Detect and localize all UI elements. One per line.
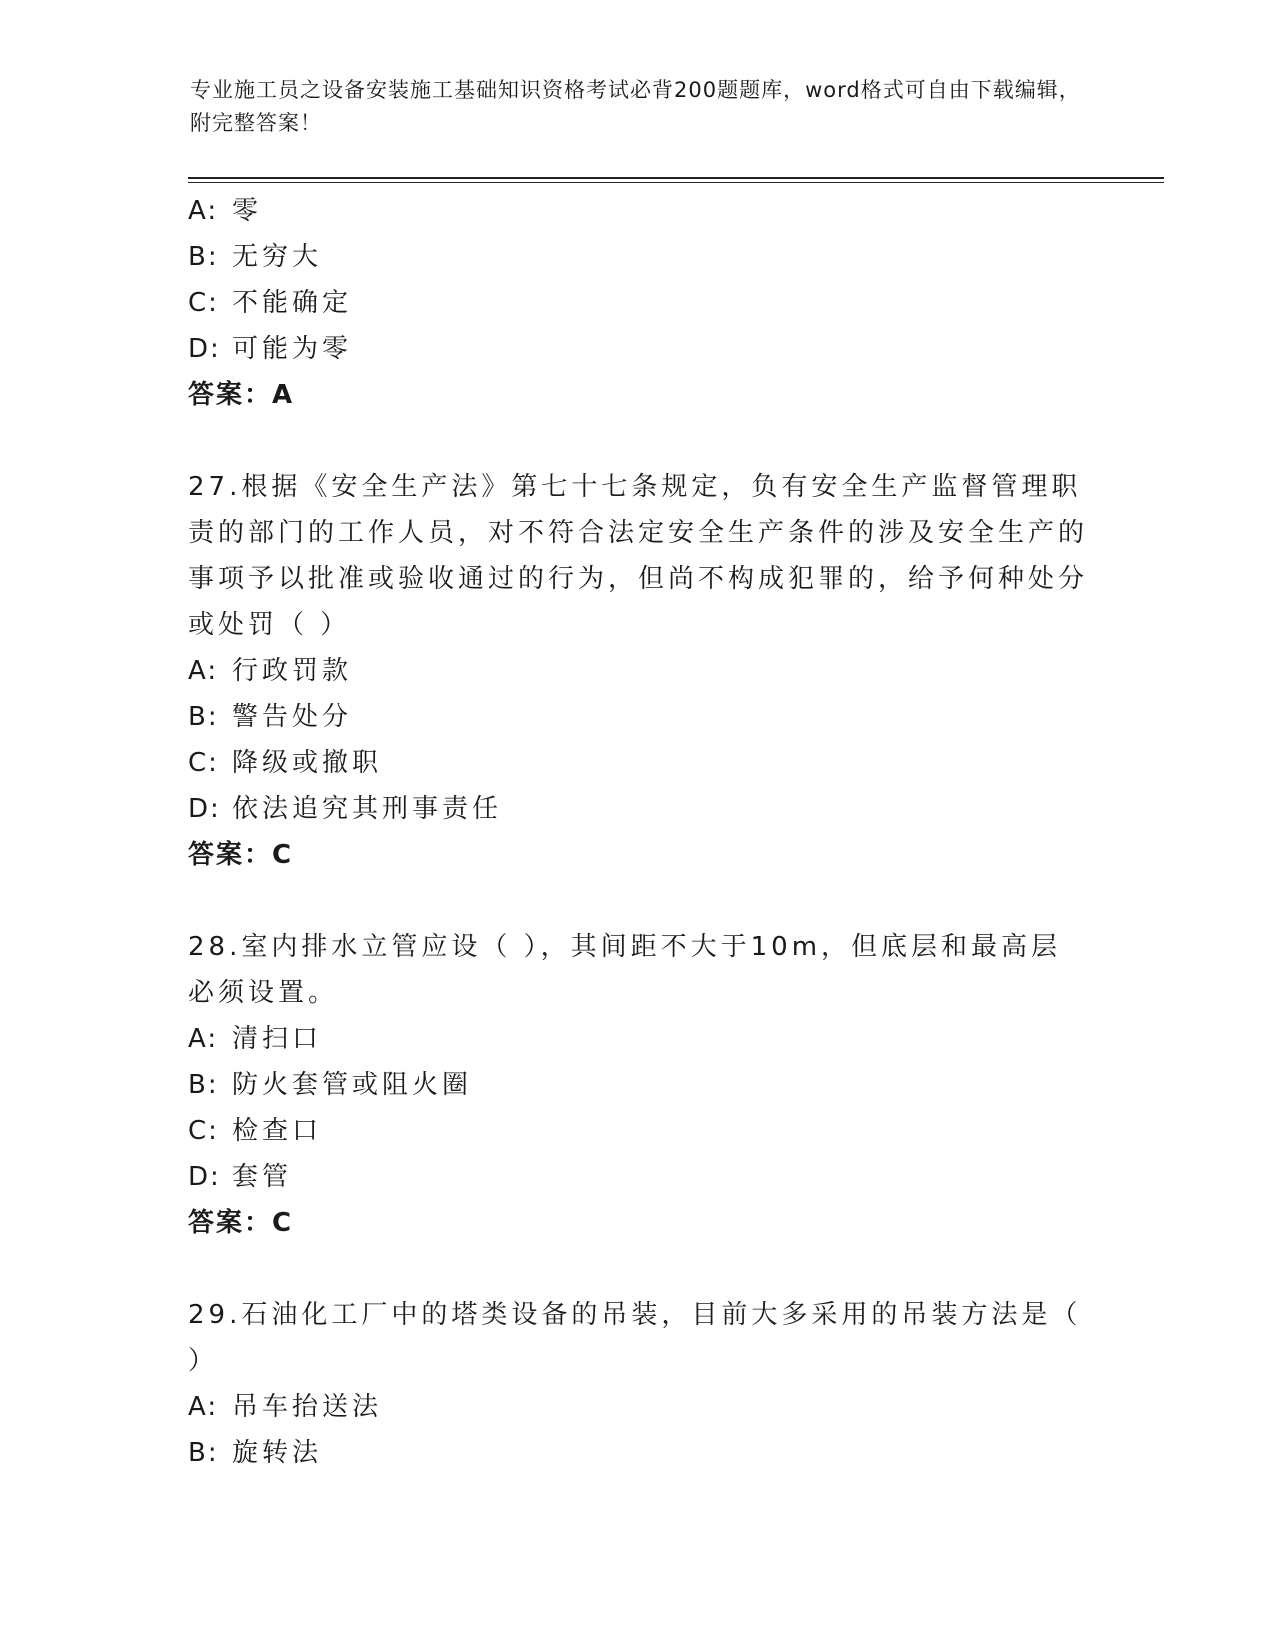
spacer [188,878,1088,924]
option-text: 依法追究其刑事责任 [232,794,503,824]
option-letter: A: [188,656,219,686]
option-text: 吊车抬送法 [232,1392,383,1422]
option-letter: D: [188,334,221,364]
page-header-title: 专业施工员之设备安装施工基础知识资格考试必背200题题库，word格式可自由下载编辑，附完整答案！ [190,78,1081,135]
option-letter: C: [188,748,219,778]
question-title: 29.石油化工厂中的塔类设备的吊装，目前大多采用的吊装方法是（ ） [188,1300,1082,1376]
question-content [188,188,1088,1476]
option-letter: D: [188,1162,221,1192]
option-letter: B: [188,1070,219,1100]
question-title: 27.根据《安全生产法》第七十七条规定，负有安全生产监督管理职责的部门的工作人员，对不符合法定安全生产条件的涉及安全生产的事项予以批准或验收通过的行为，但尚不构成犯罪的，给予何种处分或处罚（ ） [188,472,1089,640]
option-text: 警告处分 [232,702,353,732]
option-text: 零 [232,196,263,226]
option-letter: A: [188,1392,219,1422]
spacer [188,418,1088,464]
answer-line: 答案：C [188,1208,294,1238]
option-letter: D: [188,794,221,824]
option-a [188,648,1088,694]
option-c [188,280,1088,326]
header-divider [188,177,1164,183]
answer-line: 答案：A [188,380,295,410]
option-text: 无穷大 [232,242,323,272]
question-29 [188,1292,1088,1476]
option-b [188,234,1088,280]
option-a [188,1384,1088,1430]
option-c [188,1108,1088,1154]
option-text: 旋转法 [232,1438,323,1468]
option-b [188,1430,1088,1476]
spacer [188,1246,1088,1292]
option-letter: A: [188,196,219,226]
option-letter: C: [188,1116,219,1146]
option-b [188,1062,1088,1108]
option-text: 防火套管或阻火圈 [232,1070,473,1100]
option-text: 行政罚款 [232,656,353,686]
option-text: 清扫口 [232,1024,323,1054]
option-letter: B: [188,702,219,732]
question-title: 28.室内排水立管应设（ ），其间距不大于10m，但底层和最高层必须设置。 [188,932,1062,1008]
option-d [188,1154,1088,1200]
option-b [188,694,1088,740]
question-26-continued [188,188,1088,418]
answer-line: 答案：C [188,840,294,870]
question-27 [188,464,1088,878]
option-text: 可能为零 [232,334,353,364]
option-a [188,1016,1088,1062]
option-text: 不能确定 [232,288,353,318]
option-c [188,740,1088,786]
option-a [188,188,1088,234]
option-text: 降级或撤职 [232,748,383,778]
option-d [188,786,1088,832]
option-letter: A: [188,1024,219,1054]
option-letter: B: [188,242,219,272]
option-text: 套管 [232,1162,293,1192]
option-text: 检查口 [232,1116,323,1146]
option-letter: B: [188,1438,219,1468]
option-letter: C: [188,288,219,318]
option-d [188,326,1088,372]
question-28 [188,924,1088,1246]
